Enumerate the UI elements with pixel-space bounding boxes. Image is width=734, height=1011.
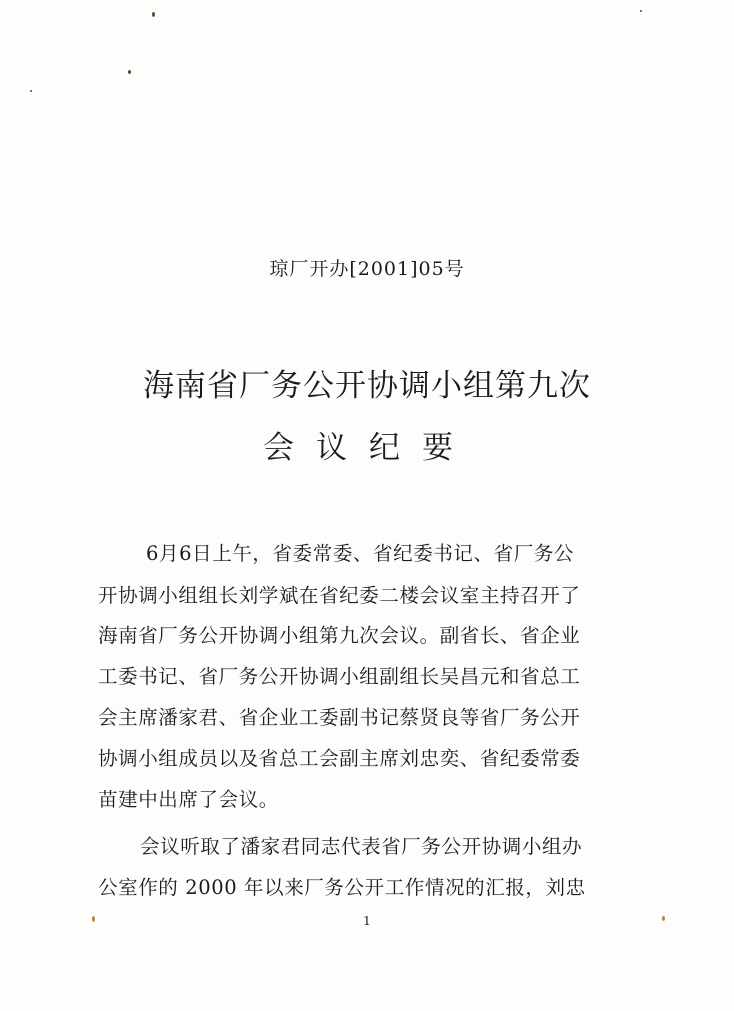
- scan-speck: [128, 70, 131, 74]
- body-paragraph-line: 会议听取了潘家君同志代表省厂务公开协调小组办: [140, 835, 583, 858]
- page-number: 1: [363, 914, 371, 928]
- body-paragraph-line: 工委书记、省厂务公开协调小组副组长吴昌元和省总工: [98, 665, 581, 688]
- body-paragraph-line: 海南省厂务公开协调小组第九次会议。副省长、省企业: [98, 624, 581, 647]
- scan-speck: [640, 10, 642, 12]
- body-paragraph-line: 协调小组成员以及省总工会副主席刘忠奕、省纪委常委: [98, 747, 581, 770]
- document-title-line1: 海南省厂务公开协调小组第九次: [143, 368, 591, 404]
- body-paragraph-line: 开协调小组组长刘学斌在省纪委二楼会议室主持召开了: [98, 584, 581, 607]
- body-paragraph-line: 会主席潘家君、省企业工委副书记蔡贤良等省厂务公开: [98, 706, 581, 729]
- document-title-line2: 会议纪要: [263, 430, 475, 466]
- body-paragraph-line: 6月6日上午，省委常委、省纪委书记、省厂务公: [146, 542, 575, 565]
- body-paragraph-line: 苗建中出席了会议。: [98, 788, 279, 811]
- document-number: 琼厂开办[2001]05号: [269, 258, 465, 280]
- scan-speck: [152, 12, 155, 17]
- body-paragraph-line: 公室作的 2000 年以来厂务公开工作情况的汇报，刘忠: [98, 876, 586, 899]
- scan-speck: [30, 90, 32, 92]
